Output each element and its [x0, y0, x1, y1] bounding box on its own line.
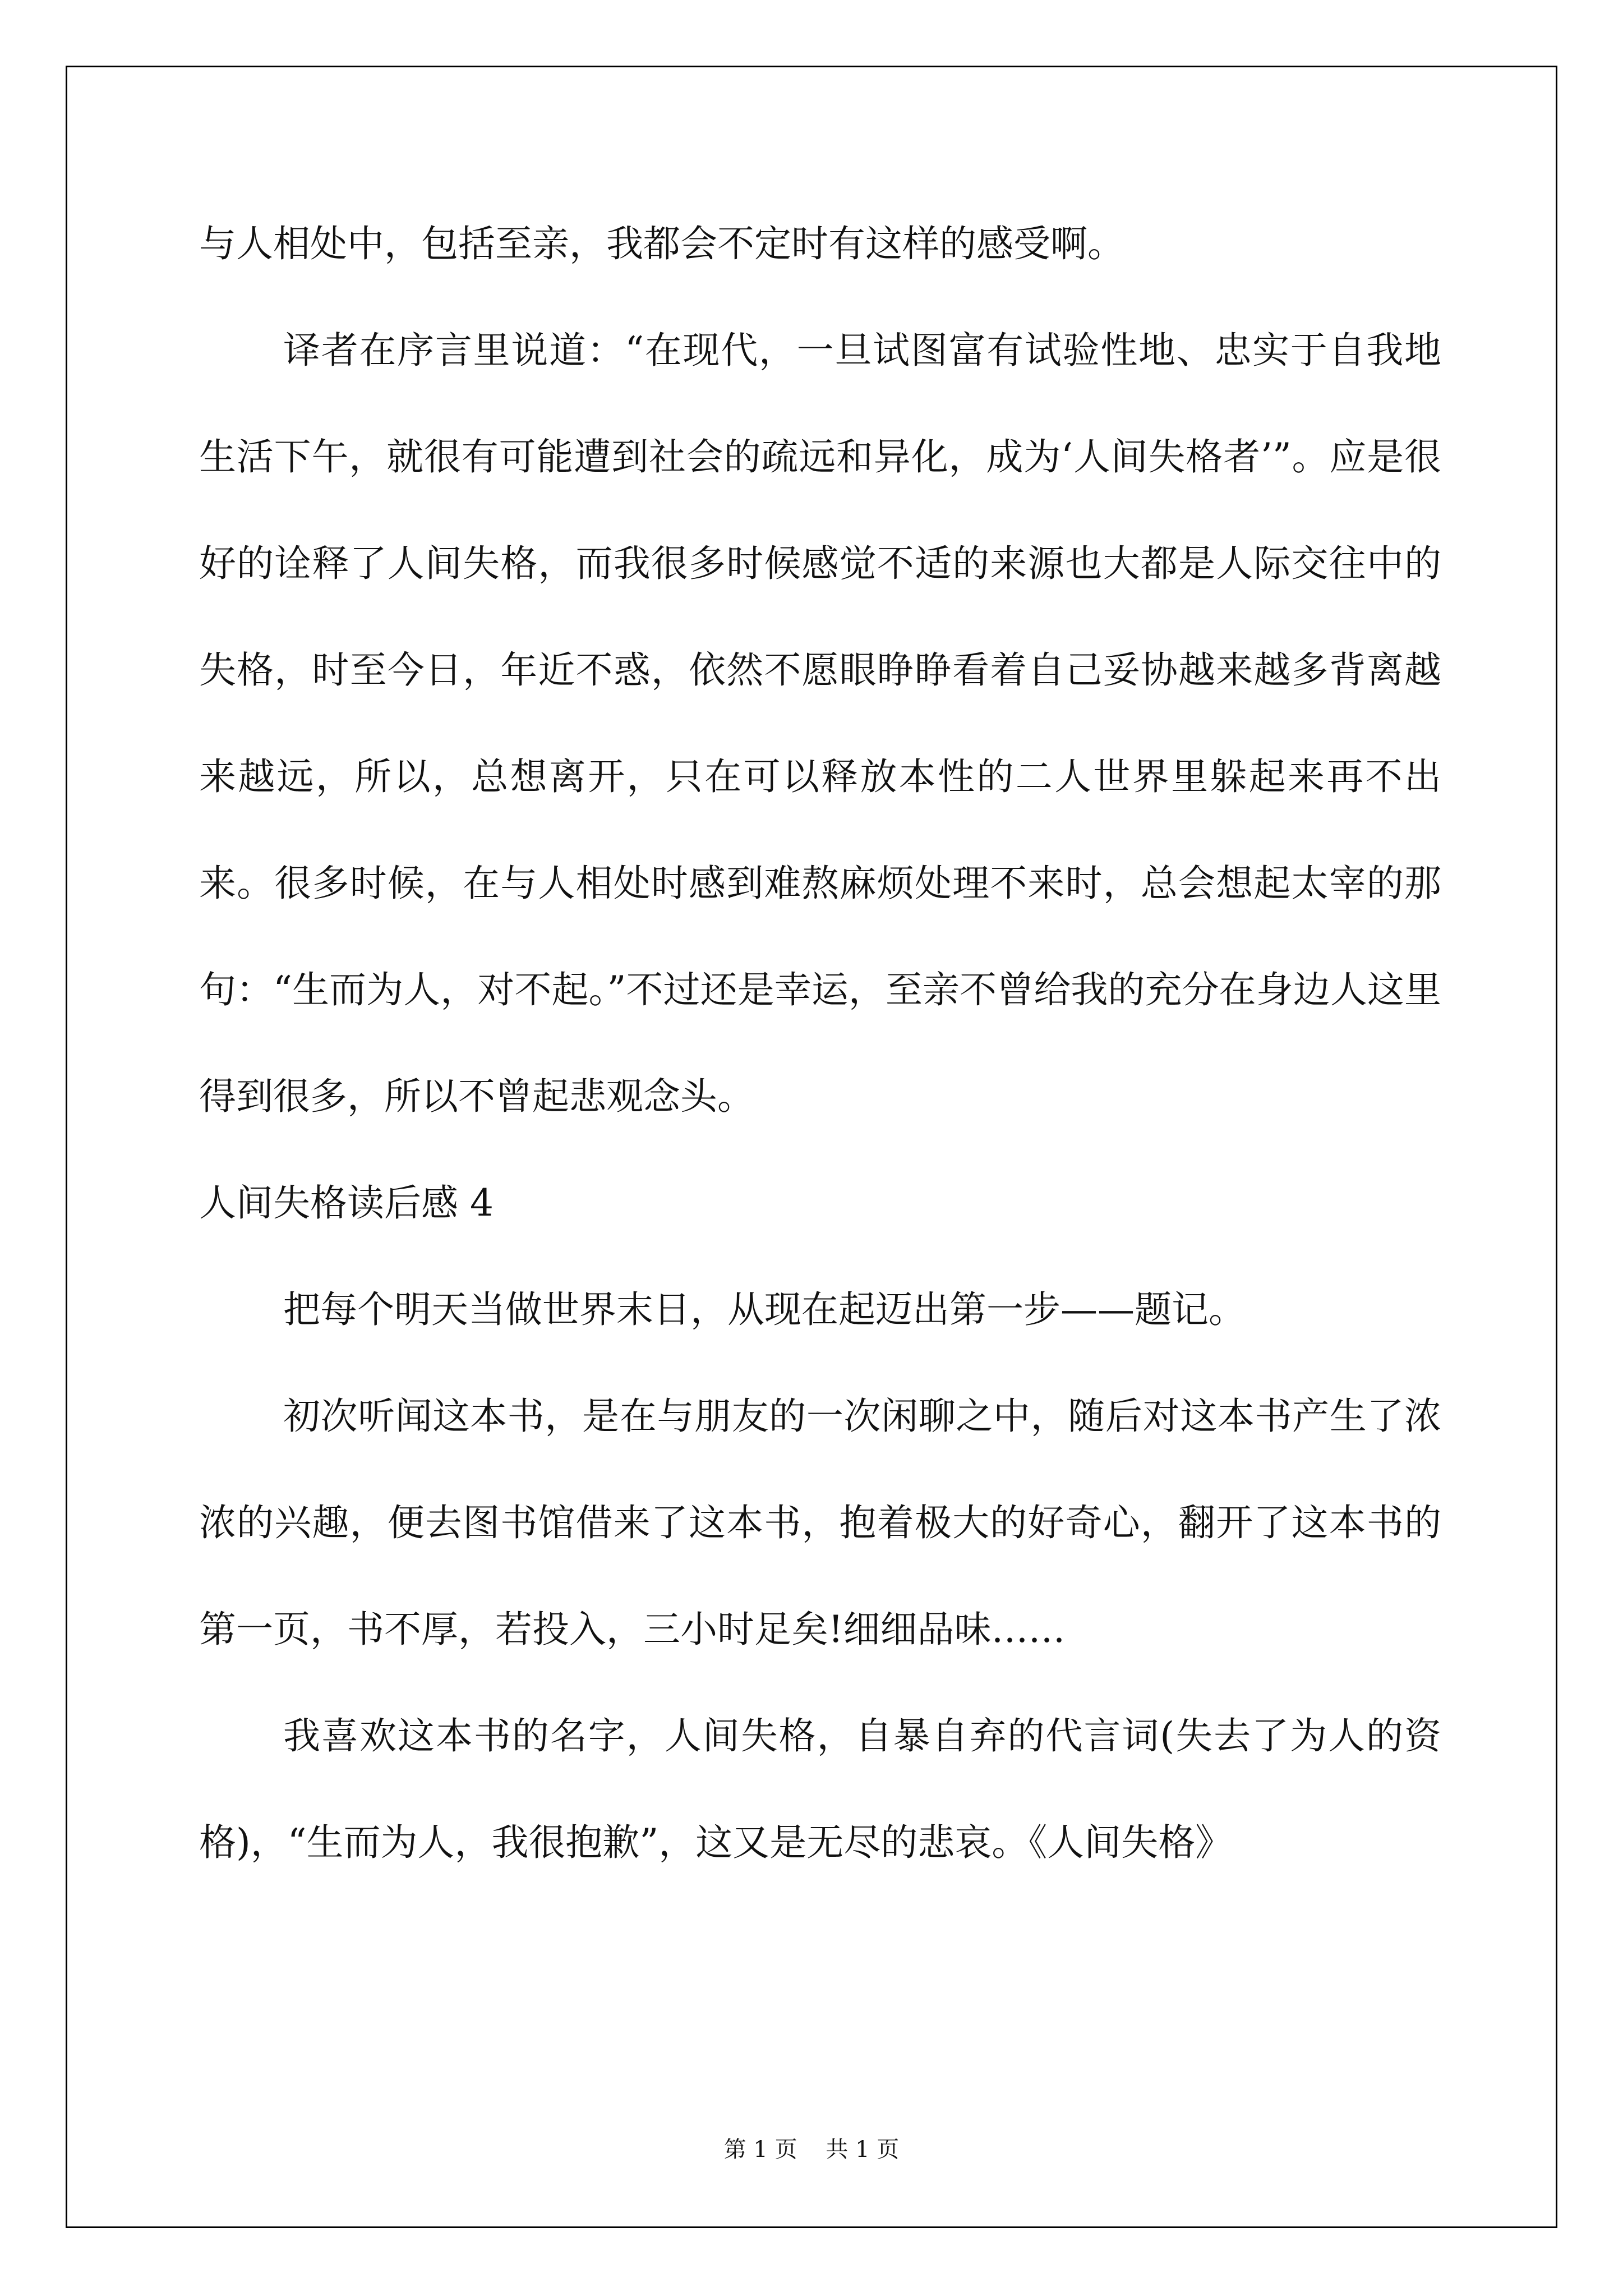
paragraph: 初次听闻这本书，是在与朋友的一次闲聊之中，随后对这本书产生了浓浓的兴趣，便去图书馆借来了这本书，抱着极大的好奇心，翻开了这本书的第一页，书不厚，若投入，三小时足矣!细细品味……: [199, 1395, 1441, 1651]
paragraph: 译者在序言里说道：“在现代，一旦试图富有试验性地、忠实于自我地生活下午，就很有可能遭到社会的疏远和异化，成为‘人间失格者’”。应是很好的诠释了人间失格，而我很多时候感觉不适的来源也大都是人际交往中的失格，时至今日，年近不惑，依然不愿眼睁睁看着自己妥协越来越多背离越来越远，所以，总想离开，只在可以释放本性的二人世界里躲起来再不出来。很多时候，在与人相处时感到难熬麻烦处理不来时，总会想起太宰的那句：“生而为人，对不起。”不过还是幸运，至亲不曾给我的充分在身边人这里得到很多，所以不曾起悲观念头。: [199, 329, 1441, 1118]
paragraph: 把每个明天当做世界末日，从现在起迈出第一步——题记。: [283, 1288, 1246, 1331]
paragraph: 我喜欢这本书的名字，人间失格，自暴自弃的代言词(失去了为人的资格)，“生而为人，我很抱歉”，这又是无尽的悲哀。《人间失格》: [199, 1714, 1441, 1864]
paragraph: 与人相处中，包括至亲，我都会不定时有这样的感受啊。: [199, 222, 1124, 265]
page-number-footer: 第 1 页 共 1 页: [723, 2137, 900, 2162]
section-heading: 人间失格读后感 4: [199, 1181, 494, 1225]
document-body: [199, 191, 1441, 1896]
